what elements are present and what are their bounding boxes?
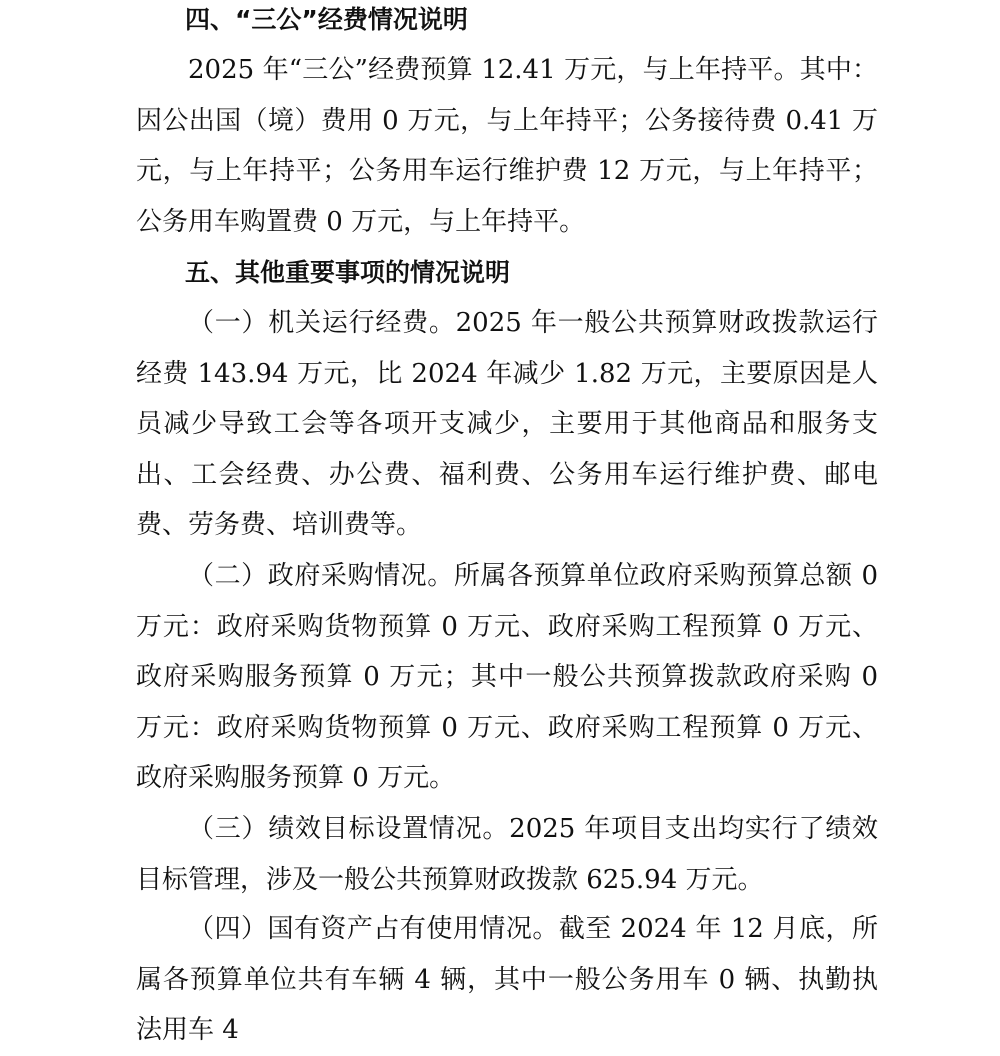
item-3-title: （三）绩效目标设置情况。 [188, 814, 510, 844]
item-4-title: （四）国有资产占有使用情况。 [188, 914, 559, 944]
item-3-paragraph [136, 804, 878, 905]
item-2-body: 所属各预算单位政府采购预算总额 0 万元：政府采购货物预算 0 万元、政府采购工程预算 0 万元、政府采购服务预算 0 万元；其中一般公共预算拨款政府采购 0 万元：政府采购货物预算 0 万元、政府采购工程预算 0 万元、政府采购服务预算 0 万元。 [136, 561, 878, 794]
item-4-body: 截至 2024 年 12 月底，所属各预算单位共有车辆 4 辆，其中一般公务用车 0 辆、执勤执法用车 4 [136, 914, 878, 1046]
section-5-heading: 五、其他重要事项的情况说明 [185, 258, 511, 287]
item-1-body: 2025 年一般公共预算财政拨款运行经费 143.94 万元，比 2024 年减少 1.82 万元，主要原因是人员减少导致工会等各项开支减少，主要用于其他商品和服务支出、工会经费、办公费、福利费、公务用车运行维护费、邮电费、劳务费、培训费等。 [136, 308, 878, 541]
item-2-title: （二）政府采购情况。 [188, 561, 454, 591]
item-1-title: （一）机关运行经费。 [188, 308, 456, 338]
section-4-heading: 四、“三公”经费情况说明 [185, 5, 468, 34]
item-4-paragraph [136, 904, 878, 1056]
section-4-paragraph: 2025 年“三公”经费预算 12.41 万元，与上年持平。其中：因公出国（境）费用 0 万元，与上年持平；公务接待费 0.41 万元，与上年持平；公务用车运行维护费 12 万元，与上年持平；公务用车购置费 0 万元，与上年持平。 [136, 55, 878, 237]
item-1-paragraph [136, 298, 878, 551]
item-2-paragraph [136, 551, 878, 804]
item-3-body: 2025 年项目支出均实行了绩效目标管理，涉及一般公共预算财政拨款 625.94 万元。 [136, 814, 878, 895]
